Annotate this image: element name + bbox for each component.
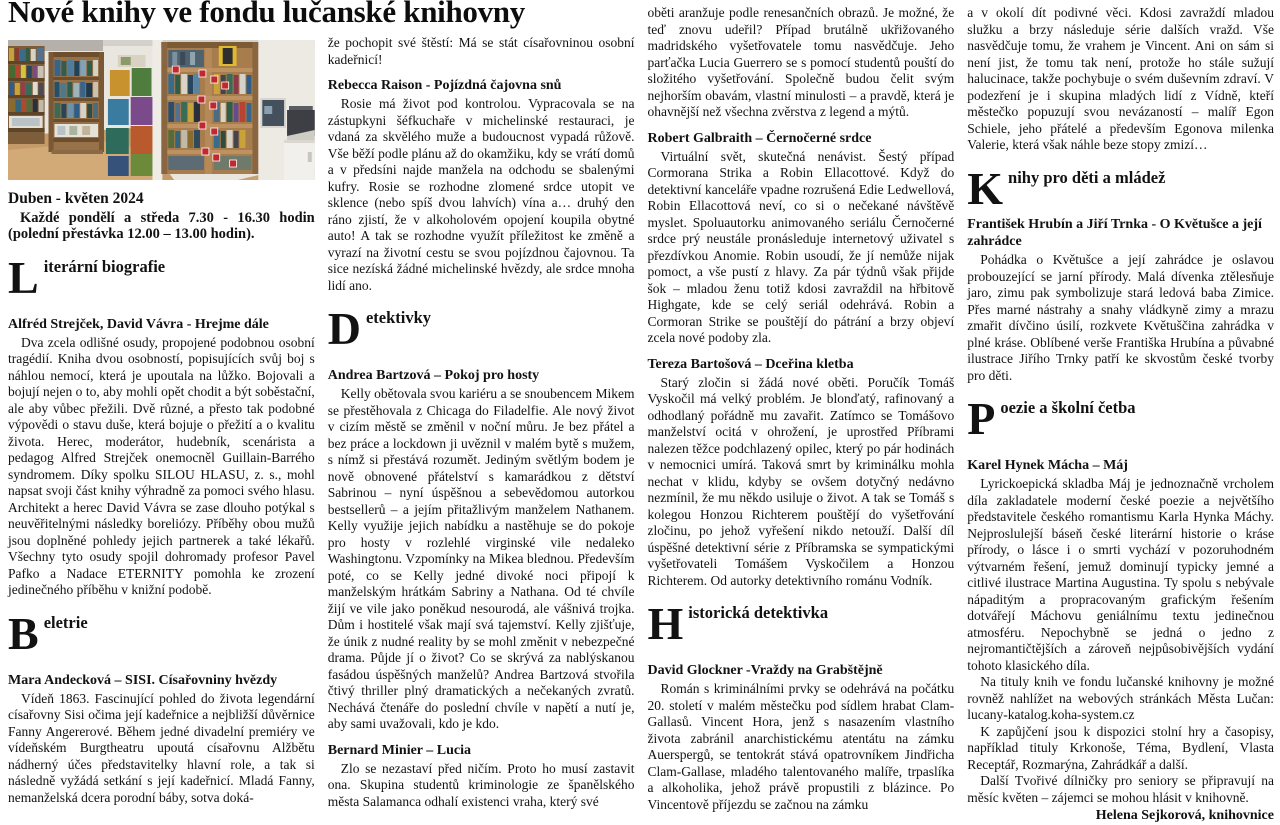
section-drop-cap: D [327,303,361,354]
section-drop-cap: H [647,598,684,649]
section-title: nihy pro děti a mládež [1008,167,1166,187]
library-photo [8,40,315,180]
librarian-signature: Helena Sejkorová, knihovnice [1095,808,1274,824]
page-title: Nové knihy ve fondu lučanské knihovny [8,0,525,29]
book-title: Robert Galbraith – Černočerné srdce [647,130,872,146]
section-title: eletrie [43,612,88,632]
book-title: Alfréd Strejček, David Vávra - Hrejme dále [8,316,269,332]
book-annotation: Román s kriminálními prvky se odehrává na počátku 20. století v malém městečku pod sídlem hrabat Clam-Gallasů. Vincent Hora, jenž s nasazením vlastního života zabránil anarchistickému atentátu na zámku Auerspergů, se tentokrát stává opatrovníkem Jindřicha Clam-Gallase, mladého talentovaného malíře, trpaslíka a alkoholika, jehož právě propustili z blázince. Po Vincentově příjezdu se začnou na zámku [647,681,955,812]
book-title: Karel Hynek Mácha – Máj [967,458,1128,474]
column-1 [8,0,315,809]
section-drop-cap: L [8,251,39,303]
section-title: etektivky [365,308,432,327]
section-heading [967,393,1274,445]
book-annotation-continued: a v okolí dít podivné věci. Kdosi zavraždí mladou služku a brzy následuje série dalších vražd. Vše nasvědčuje tomu, že vrahem je Vincent. Ani on sám si není jist, že tomu tak není, protože ho stále sužují halucinace, takže pochybuje o svém duševním zdraví. V podezření je i skupina mladých lidí z Vídně, kteří městečko popuzují svou nevázaností – malíř Egon Schiele, jeho přátelé a především Egonova milenka Valerie, která však náhle beze stopy zmizí… [967,5,1274,152]
column-2 [328,0,635,809]
book-annotation: Lyrickoepická skladba Máj je jednoznačně vrcholem díla zakladatele moderní české poezie a největšího představitele českého romantismu Karla Hynka Máchy. Nejproslulejší báseň české literární historie o kráse přírody, o lásce i o smrti vychází v pozoruhodném výtvarném řešení, jemuž dominují typicky jemné a citlivé ilustrace Martina Augustina. Ty spolu s nebývale nápaditým a propracovaným grafickým řešením dotvářejí Máchovu geniálnímu textu jedinečnou atmosféru. Nepochybně se jedná o jedno z nejromantičtějších a zároveň nejpůsobivějších vydání tohoto klasického díla. [967,476,1274,673]
book-annotation: Rosie má život pod kontrolou. Vypracovala se na zástupkyni šéfkuchaře v michelinské restauraci, je vdaná za skvělého muže a budoucnost vypadá růžově. Vše běží podle plánu až do okamžiku, kdy se vrátí domů a v předsíni najde manžela na odchodu se sbalenými kufry. Rosie se rozhodne zlomené srdce utopit ve sklence (nebo spíš dvou lahvích) vína a… druhý den ráno zjistí, že v alkoholovém opojení koupila obytné auto! A tak se rozhodne využít příležitost ke změně a vyrazí na životní cestu se svou pojízdnou čajovnou. Ta sice nezíská žádné michelinské hvězdy, ale srdce mnoha lidí ano. [327,96,635,293]
book-title: Bernard Minier – Lucia [327,742,471,758]
section-heading [8,607,315,659]
section-title: oezie a školní četba [1000,398,1136,418]
book-annotation: Pohádka o Květušce a její zahrádce je oslavou probouzející se jarní přírody. Malá dívenka ztělesňuje jaro, zimu pak symbolizuje stará ledová baba Zimice. Přes marné nástrahy a snahy vládkyně zimy a mrazu zmařit dívčino úsilí, rozkvete Květuščina zahrádka v plné kráse. Oblíbené verše Františka Hrubína a půvabné ilustrace Jiřího Trnky patří ke skvostům české tvorby pro děti. [967,252,1274,383]
book-title: František Hrubín a Jiří Trnka - O Květušce a její zahrádce [967,217,1262,250]
book-annotation: Na tituly knih ve fondu lučanské knihovny je možné rovněž nahlížet na webových stránkách Města Lučan: lucany-katalog.koha-system.cz [967,674,1274,723]
book-title: Tereza Bartošová – Dceřina kletba [647,356,854,372]
book-title: Mara Andecková – SISI. Císařovniny hvězdy [8,672,278,688]
issue-period: Duben - květen 2024 [8,190,144,207]
section-title: iterární biografie [43,256,166,276]
section-drop-cap: P [967,393,996,445]
book-annotation: Virtuální svět, skutečná nenávist. Šestý případ Cormorana Strika a Robin Ellacottové. Když do detektivní kanceláře vpadne rozrušená Edie Ledwellová, Robin Ellacottová neví, co si o nečekané návštěvě myslet. Spoluautorku animovaného seriálu Černočerné srdce prý neustále pronásleduje internetový uživatel s přezdívkou Anomie. Robin usoudí, že jí nemůže nijak pomoct, a vše pustí z hlavy. Za pár týdnů však přijde šok – mladou ženu totiž kdosi zavraždil na hřbitově Highgate, kde se celý seriál odehrává. Robin a Cormoran Strike se pouštějí do pátrání a brzy objeví zcela nové podoby zla. [647,148,955,345]
book-annotation: K zapůjčení jsou k dispozici stolní hry a časopisy, například tituly Krkonoše, Téma, Bydlení, Vlasta Receptář, Rozmarýna, Zahrádkář a další. [967,723,1274,772]
book-annotation: Kelly obětovala svou kariéru a se snoubencem Mikem se přestěhovala z Chicaga do Filadelfie. Ale nový život v cizím městě se změnil v noční můru. Je bez přátel a bez práce a lockdown ji uvěznil v malém bytě s mužem, s nímž si přestává rozumět. Jediným světlým bodem je nově obnovené přátelství s kamarádkou z dětství Sabrinou – nyní úspěšnou a sebevědomou autorkou bestsellerů – a jejím přitažlivým manželem Nathanem. Kelly využije jejich nabídku a nastěhuje se do pokoje pro hosty v rozlehlé virginské vile nedaleko Washingtonu. Vzpomínky na Mikea blednou. Především poté, co se Kelly jedné divoké noci připojí k manželským hrátkám Sabriny a Nathana. Od té chvíle žijí ve vile jako poněkud nesourodá, ale vášnivá trojka. Dům i hostitelé však mají svá tajemství. Kelly zjišťuje, že únik z nudné reality by se mohl změnit v nebezpečné drama. Půjde jí o život? Co se skrývá za nablýskanou fasádou úspěšných manželů? Andrea Bartzová stvořila čtivý thriller plný dramatických a nečekaných zvratů. Nechává čtenáře do poslední chvíle v napětí a nutí je, aby sami uvažovali, kdo je kdo. [327,386,635,731]
book-annotation: Vídeň 1863. Fascinující pohled do života legendární císařovny Sisi očima její kadeřnice a nejbližší důvěrnice Fanny Angererové. Během jedné divadelní premiéry ve vídeňském Burgtheatru upoutá císařovnu Alžbětu nádherný účes představitelky hlavní role, a tak si následně vyžádá setkání s její kadeřnicí. Mladá Fanny, nemanželská dcera porodní báby, sotva doká- [8,690,315,805]
book-title: Andrea Bartzová – Pokoj pro hosty [327,368,540,383]
book-annotation-continued: že pochopit své štěstí: Má se stát císařovninou osobní kadeřnicí! [327,35,635,67]
book-title: Rebecca Raison - Pojízdná čajovna snů [327,78,562,93]
section-heading [327,303,635,354]
section-drop-cap: K [967,162,1004,214]
book-annotation: Starý zločin si žádá nové oběti. Poručík Tomáš Vyskočil má velký problém. Je blonďatý, rafinovaný a odhodlaný pořádně mu zavařit. Zatímco se Tomášovo manželství ocitá v ohrožení, je uprostřed Příbrami nalezen těžce podchlazený opilec, který po pár hodinách v nemocnici umírá. Taková smrt by kriminálku mohla nechat v klidu, kdyby se ovšem dotyčný nedávno nezmínil, že mu někdo usiluje o život. A tak se Tomáš s kolegou Honzou Richterem pouštějí do vyšetřování zločinu, po jehož vyřešení nikdo netouží. Další díl úspěšné detektivní série z Příbramska se sympatickými vyšetřovateli Tomášem Vyskočilem a Honzou Richterem. Od autorky detektivního románu Vodník. [647,374,955,588]
section-heading [967,162,1274,214]
column-3 [647,0,955,812]
section-heading [8,251,315,303]
book-annotation: Dva zcela odlišné osudy, propojené podobnou osobní tragédií. Kniha dvou osobností, popisujících svůj boj s náhlou nemocí, která je upoutala na lůžko. Bojovali a bojují nejen o to, aby mohli opět chodit a být soběstační, ale aby vůbec přežili. Dvě různé, a přesto tak podobné výpovědi o stavu duše, která bojuje o přežití a o kvalitu života. Herec, moderátor, hudebník, scenárista a pedagog Alfred Strejček onemocněl Guillain-Barrého syndromem. Díky spolku SILOU HLASU, z. s., mohl napsat svoji část knihy výhradně za pomoci svého hlasu. Architekt a herec David Vávra se zase dlouho potýkal s neuvěřitelnými následky boreliózy. Příběhy obou mužů jsou doplněné pohledy jejich partnerek a také lékařů. Všechny tyto osudy spojil dohromady profesor Pavel Pafko a Nadace ETERNITY pomohla ke zrození jedinečného příběhu v knižní podobě. [8,334,315,597]
section-heading [647,598,955,649]
opening-hours: Každé pondělí a středa 7.30 - 16.30 hodin (polední přestávka 12.00 – 13.00 hodin). [8,209,315,242]
section-title: istorická detektivka [688,603,829,622]
book-annotation: Další Tvořivé dílničky pro seniory se připravují na měsíc květen – zájemci se mohou hlásit v knihovně. [967,773,1274,805]
column-4 [967,0,1274,824]
book-annotation: Zlo se nezastaví před ničím. Proto ho musí zastavit ona. Skupina studentů kriminologie ze španělského města Salamanca odhalí existenci vraha, který své [327,760,635,809]
book-title: David Glockner -Vraždy na Grabštějně [647,663,883,678]
library-interior-illustration [8,40,315,180]
book-annotation-continued: oběti aranžuje podle renesančních obrazů. Je možné, že teď znovu udeřil? Případ brutálně ukřižovaného madridského vyšetřovatele tomu nasvědčuje. Jeho parťačka Lucia Guerrero se s pomocí studentů pouští do složitého vyšetřování. Společně budou čelit svým nejhorším obavám, vlastní minulosti – a pravdě, která je ohavnější než všechna zvěrstva z legend a mýtů. [647,5,955,119]
section-drop-cap: B [8,607,39,659]
